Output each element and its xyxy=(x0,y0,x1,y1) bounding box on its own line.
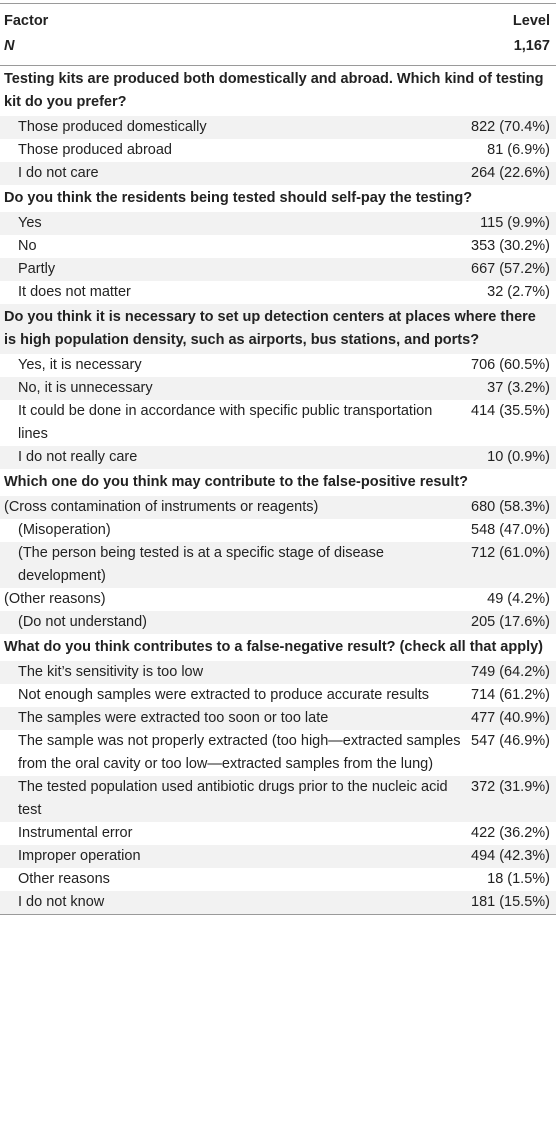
row-value: 667 (57.2%) xyxy=(471,261,550,277)
table-row xyxy=(0,868,556,891)
row-value: 494 (42.3%) xyxy=(471,848,550,864)
table-row xyxy=(0,354,556,377)
row-label: Improper operation xyxy=(18,848,141,864)
level-column-header: Level xyxy=(512,13,550,29)
table-row xyxy=(0,611,556,634)
row-label: Yes, it is necessary xyxy=(18,357,142,373)
row-label: It does not matter xyxy=(18,284,131,300)
row-value: 18 (1.5%) xyxy=(487,871,550,887)
table-row xyxy=(0,162,556,185)
row-value: 81 (6.9%) xyxy=(487,142,550,158)
row-value: 680 (58.3%) xyxy=(471,499,550,515)
table-row xyxy=(0,730,556,776)
row-value: 706 (60.5%) xyxy=(471,357,550,373)
row-value: 115 (9.9%) xyxy=(480,215,550,231)
row-label: No, it is unnecessary xyxy=(18,380,153,396)
row-label: The kit’s sensitivity is too low xyxy=(18,664,204,680)
header-row xyxy=(0,9,556,34)
row-label: Other reasons xyxy=(18,871,110,887)
row-value: 353 (30.2%) xyxy=(471,238,550,254)
table-row xyxy=(0,212,556,235)
table-row xyxy=(0,542,556,588)
table-row xyxy=(0,822,556,845)
row-value: 205 (17.6%) xyxy=(471,614,550,630)
table-row xyxy=(0,116,556,139)
row-label: The samples were extracted too soon or too late xyxy=(18,710,329,726)
survey-table xyxy=(0,3,556,915)
question-heading: Do you think the residents being tested should self-pay the testing? xyxy=(0,185,556,212)
row-value: 37 (3.2%) xyxy=(487,380,550,396)
table-row xyxy=(0,845,556,868)
table-row xyxy=(0,400,556,446)
row-value: 32 (2.7%) xyxy=(487,284,550,300)
table-row xyxy=(0,446,556,469)
row-label: No xyxy=(18,238,37,254)
row-label: I do not care xyxy=(18,165,99,181)
row-label: Those produced domestically xyxy=(18,119,207,135)
n-label: N xyxy=(4,38,15,54)
table-body xyxy=(0,66,556,914)
row-value: 264 (22.6%) xyxy=(471,165,550,181)
row-label: Partly xyxy=(18,261,56,277)
table-row xyxy=(0,588,556,611)
row-label: The sample was not properly extracted (too high—extracted samples from the oral cavity or too low—extracted samples from the lung) xyxy=(18,733,461,772)
row-label: (The person being tested is at a specific stage of disease development) xyxy=(18,545,384,584)
question-heading: Testing kits are produced both domestically and abroad. Which kind of testing kit do you prefer? xyxy=(0,66,556,116)
row-label: Instrumental error xyxy=(18,825,133,841)
row-label: Not enough samples were extracted to produce accurate results xyxy=(18,687,430,703)
question-heading: Which one do you think may contribute to the false-positive result? xyxy=(0,469,556,496)
table-row xyxy=(0,661,556,684)
table-row xyxy=(0,684,556,707)
row-value: 422 (36.2%) xyxy=(471,825,550,841)
row-value: 372 (31.9%) xyxy=(471,779,550,795)
row-value: 712 (61.0%) xyxy=(471,545,550,561)
row-value: 749 (64.2%) xyxy=(471,664,550,680)
row-label: The tested population used antibiotic drugs prior to the nucleic acid test xyxy=(18,779,448,818)
row-value: 414 (35.5%) xyxy=(471,403,550,419)
factor-column-header: Factor xyxy=(4,13,49,29)
row-value: 181 (15.5%) xyxy=(471,894,550,910)
row-value: 714 (61.2%) xyxy=(471,687,550,703)
table-row xyxy=(0,235,556,258)
table-row xyxy=(0,281,556,304)
table-row xyxy=(0,139,556,162)
row-label: I do not know xyxy=(18,894,105,910)
table-row xyxy=(0,891,556,914)
table-header xyxy=(0,4,556,66)
question-heading: What do you think contributes to a false-negative result? (check all that apply) xyxy=(0,634,556,661)
row-value: 548 (47.0%) xyxy=(471,522,550,538)
row-label: Yes xyxy=(18,215,42,231)
row-value: 822 (70.4%) xyxy=(471,119,550,135)
question-heading: Do you think it is necessary to set up detection centers at places where there is high population density, such as airports, bus stations, and ports? xyxy=(0,304,556,354)
row-value: 477 (40.9%) xyxy=(471,710,550,726)
table-row xyxy=(0,377,556,400)
table-row xyxy=(0,707,556,730)
table-row xyxy=(0,519,556,542)
n-value: 1,167 xyxy=(513,38,550,54)
row-label: It could be done in accordance with specific public transportation lines xyxy=(18,403,433,442)
table-row xyxy=(0,776,556,822)
row-label: (Do not understand) xyxy=(18,614,147,630)
sample-size-row xyxy=(0,34,556,59)
row-label: (Cross contamination of instruments or reagents) xyxy=(4,499,319,515)
table-row xyxy=(0,258,556,281)
row-label: I do not really care xyxy=(18,449,138,465)
row-label: (Other reasons) xyxy=(4,591,106,607)
table-row xyxy=(0,496,556,519)
table-bottom-rule xyxy=(0,914,556,915)
row-value: 10 (0.9%) xyxy=(487,449,550,465)
row-value: 547 (46.9%) xyxy=(471,733,550,749)
row-label: (Misoperation) xyxy=(18,522,111,538)
row-value: 49 (4.2%) xyxy=(487,591,550,607)
row-label: Those produced abroad xyxy=(18,142,172,158)
